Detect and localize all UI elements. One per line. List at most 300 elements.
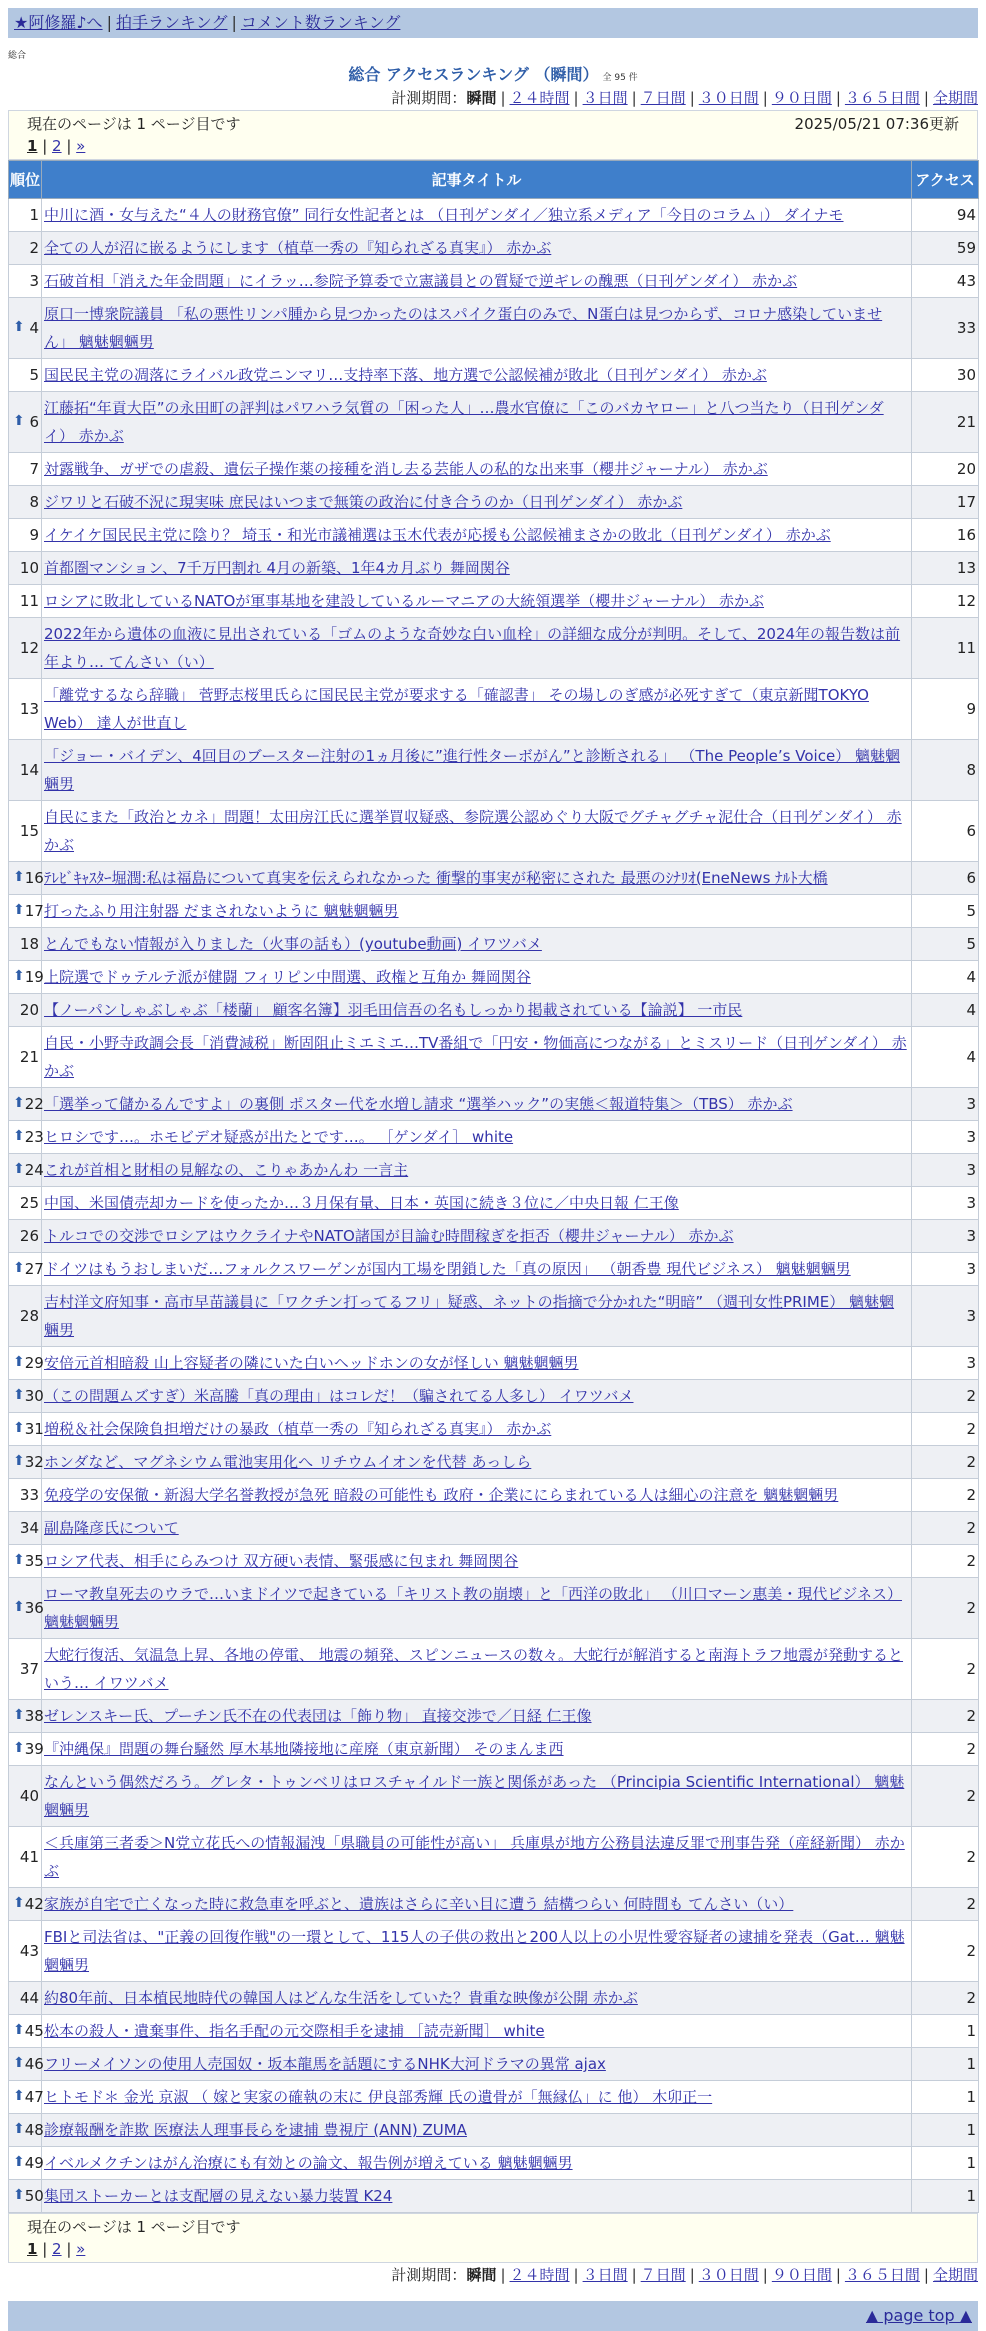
title-cell bbox=[42, 1982, 912, 2015]
access-column-header: アクセス bbox=[912, 161, 979, 199]
rank-cell bbox=[9, 1220, 42, 1253]
period-link-bottom[interactable]: ３６５日間 bbox=[844, 2266, 920, 2284]
period-separator: | bbox=[923, 2266, 929, 2284]
rank-up-arrow-icon: ⬆ bbox=[13, 968, 25, 984]
access-count: 59 bbox=[912, 232, 979, 265]
updated-timestamp: 2025/05/21 07:36更新 bbox=[794, 115, 959, 133]
rank-up-arrow-icon: ⬆ bbox=[13, 2187, 25, 2203]
rank-number: 49 bbox=[24, 2154, 44, 2172]
table-row bbox=[9, 2180, 979, 2213]
rank-number: 42 bbox=[24, 1895, 44, 1913]
article-link[interactable]: なんという偶然だろう。グレタ・トゥンベリはロスチャイルド一族と関係があった （Principia Scientific International） 魑魅魍魎男 bbox=[44, 1773, 905, 1819]
rank-up-arrow-icon: ⬆ bbox=[13, 1895, 25, 1911]
article-link[interactable]: 安倍元首相暗殺 山上容疑者の隣にいた白いヘッドホンの女が怪しい 魑魅魍魎男 bbox=[44, 1354, 579, 1372]
article-link[interactable]: ロシア代表、相手にらみつけ 双方硬い表情、緊張感に包まれ 舞岡関谷 bbox=[44, 1552, 519, 1570]
rank-cell bbox=[9, 1413, 42, 1446]
article-link[interactable]: ヒロシです…。ホモビデオ疑惑が出たとです…。 ［ゲンダイ］ white bbox=[44, 1128, 514, 1146]
article-link[interactable]: 『沖縄保』問題の舞台騒然 厚木基地隣接地に産廃（東京新聞） そのまんま西 bbox=[44, 1740, 564, 1758]
rank-number: 38 bbox=[24, 1707, 44, 1725]
current-page-text: 現在のページは 1 ページ目です bbox=[27, 115, 241, 133]
rank-cell bbox=[9, 1827, 42, 1888]
rank-cell bbox=[9, 298, 42, 359]
article-link[interactable]: 国民民主党の凋落にライバル政党ニンマリ…支持率下落、地方選で公認候補が敗北（日刊ゲンダイ） 赤かぶ bbox=[44, 366, 767, 384]
access-count: 1 bbox=[912, 2114, 979, 2147]
table-row bbox=[9, 298, 979, 359]
title-cell bbox=[42, 1286, 912, 1347]
rank-number: 44 bbox=[19, 1989, 39, 2007]
table-row bbox=[9, 1154, 979, 1187]
period-link-bottom[interactable]: 全期間 bbox=[932, 2266, 978, 2284]
table-row bbox=[9, 1639, 979, 1700]
page-2-link-bottom[interactable]: 2 bbox=[52, 2240, 62, 2258]
rank-number: 4 bbox=[29, 319, 39, 337]
rank-number: 21 bbox=[19, 1048, 39, 1066]
table-row bbox=[9, 199, 979, 232]
article-link[interactable]: 増税＆社会保険負担増だけの暴政（植草一秀の『知られざる真実』） 赤かぶ bbox=[44, 1420, 552, 1438]
rank-cell bbox=[9, 392, 42, 453]
period-label: 計測期間： bbox=[391, 89, 467, 107]
title-cell bbox=[42, 1253, 912, 1286]
title-cell bbox=[42, 1888, 912, 1921]
title-cell bbox=[42, 801, 912, 862]
rank-cell bbox=[9, 1446, 42, 1479]
title-cell bbox=[42, 862, 912, 895]
applause-ranking-link[interactable]: 拍手ランキング bbox=[115, 13, 228, 32]
access-count: 2 bbox=[912, 1512, 979, 1545]
article-link[interactable]: FBIと司法省は、"正義の回復作戦"の一環として、115人の子供の救出と200人以上の小児性愛容疑者の逮捕を発表（Gat… 魑魅魍魎男 bbox=[44, 1928, 905, 1974]
rank-number: 30 bbox=[24, 1387, 44, 1405]
article-link[interactable]: フリーメイソンの使用人売国奴・坂本龍馬を話題にするNHK大河ドラマの異常 ajax bbox=[44, 2055, 606, 2073]
table-row bbox=[9, 679, 979, 740]
page-info-box-bottom bbox=[8, 2213, 978, 2263]
rank-up-arrow-icon: ⬆ bbox=[13, 1552, 25, 1568]
rank-up-arrow-icon: ⬆ bbox=[13, 1161, 25, 1177]
rank-number: 18 bbox=[19, 935, 39, 953]
access-count: 8 bbox=[912, 740, 979, 801]
rank-number: 40 bbox=[19, 1787, 39, 1805]
table-row bbox=[9, 862, 979, 895]
rank-up-arrow-icon: ⬆ bbox=[13, 1453, 25, 1469]
period-label-bottom: 計測期間： bbox=[391, 2266, 467, 2284]
period-separator: | bbox=[835, 89, 841, 107]
access-count: 3 bbox=[912, 1220, 979, 1253]
rank-cell bbox=[9, 585, 42, 618]
title-cell bbox=[42, 2180, 912, 2213]
rank-cell bbox=[9, 1733, 42, 1766]
rank-number: 8 bbox=[29, 493, 39, 511]
period-separator: | bbox=[631, 89, 637, 107]
title-cell bbox=[42, 895, 912, 928]
access-count: 3 bbox=[912, 1347, 979, 1380]
ranking-table bbox=[8, 160, 979, 2213]
period-link[interactable]: ３日間 bbox=[582, 89, 628, 107]
access-count: 43 bbox=[912, 265, 979, 298]
table-row bbox=[9, 1733, 979, 1766]
access-count: 4 bbox=[912, 961, 979, 994]
rank-cell bbox=[9, 1639, 42, 1700]
access-count: 2 bbox=[912, 1766, 979, 1827]
access-count: 1 bbox=[912, 2048, 979, 2081]
access-count: 5 bbox=[912, 928, 979, 961]
rank-up-arrow-icon: ⬆ bbox=[13, 1707, 25, 1723]
article-link[interactable]: 家族が自宅で亡くなった時に救急車を呼ぶと、遺族はさらに辛い目に遭う 結構つらい 何時間も てんさい（い） bbox=[44, 1895, 794, 1913]
table-row bbox=[9, 1578, 979, 1639]
rank-number: 24 bbox=[24, 1161, 44, 1179]
article-link[interactable]: イベルメクチンはがん治療にも有効との論文、報告例が増えている 魑魅魍魎男 bbox=[44, 2154, 573, 2172]
rank-up-arrow-icon: ⬆ bbox=[13, 869, 25, 885]
access-count: 2 bbox=[912, 1578, 979, 1639]
article-link[interactable]: ホンダなど、マグネシウム電池実用化へ リチウムイオンを代替 あっしら bbox=[44, 1453, 532, 1471]
rank-number: 13 bbox=[19, 700, 39, 718]
rank-up-arrow-icon: ⬆ bbox=[13, 2055, 25, 2071]
title-cell bbox=[42, 1121, 912, 1154]
rank-up-arrow-icon: ⬆ bbox=[13, 1387, 25, 1403]
title-cell bbox=[42, 1347, 912, 1380]
table-row bbox=[9, 1027, 979, 1088]
period-link-bottom[interactable]: ３日間 bbox=[582, 2266, 628, 2284]
table-row bbox=[9, 392, 979, 453]
access-count: 2 bbox=[912, 1700, 979, 1733]
rank-cell bbox=[9, 1982, 42, 2015]
title-cell bbox=[42, 552, 912, 585]
period-current-bottom: 瞬間 bbox=[466, 2266, 497, 2284]
access-count: 5 bbox=[912, 895, 979, 928]
rank-cell bbox=[9, 862, 42, 895]
page-info-box bbox=[8, 110, 978, 160]
article-link[interactable]: 上院選でドゥテルテ派が健闘 フィリピン中間選、政権と互角か 舞岡関谷 bbox=[44, 968, 531, 986]
article-link[interactable]: 集団ストーカーとは支配層の見えない暴力装置 K24 bbox=[44, 2187, 393, 2205]
rank-number: 19 bbox=[24, 968, 44, 986]
article-link[interactable]: ゼレンスキー氏、プーチン氏不在の代表団は「飾り物」 直接交渉で／日経 仁王像 bbox=[44, 1707, 592, 1725]
rank-number: 10 bbox=[19, 559, 39, 577]
title-cell bbox=[42, 265, 912, 298]
title-cell bbox=[42, 618, 912, 679]
rank-number: 32 bbox=[24, 1453, 44, 1471]
rank-cell bbox=[9, 1479, 42, 1512]
title-column-header: 記事タイトル bbox=[42, 161, 912, 199]
title-cell bbox=[42, 740, 912, 801]
title-cell bbox=[42, 1220, 912, 1253]
title-cell bbox=[42, 1088, 912, 1121]
title-cell bbox=[42, 1380, 912, 1413]
title-cell bbox=[42, 994, 912, 1027]
title-cell bbox=[42, 1639, 912, 1700]
rank-cell bbox=[9, 679, 42, 740]
rank-cell bbox=[9, 1578, 42, 1639]
article-link[interactable]: ﾃﾚﾋﾞｷｬｽﾀｰ堀潤:私は福島について真実を伝えられなかった 衝撃的事実が秘密にされた 最悪のｼﾅﾘｵ(EneNews ﾅﾙﾄ大橋 bbox=[44, 869, 828, 887]
title-cell bbox=[42, 2048, 912, 2081]
article-link[interactable]: 診療報酬を詐欺 医療法人理事長らを逮捕 豊視庁 (ANN) ZUMA bbox=[44, 2121, 467, 2139]
table-row bbox=[9, 895, 979, 928]
title-cell bbox=[42, 1700, 912, 1733]
rank-number: 22 bbox=[24, 1095, 44, 1113]
rank-number: 37 bbox=[19, 1660, 39, 1678]
next-page-link[interactable]: » bbox=[76, 137, 86, 155]
period-link[interactable]: ３０日間 bbox=[698, 89, 759, 107]
rank-cell bbox=[9, 1700, 42, 1733]
table-row bbox=[9, 2048, 979, 2081]
rank-cell bbox=[9, 1121, 42, 1154]
period-separator: | bbox=[500, 2266, 506, 2284]
rank-number: 11 bbox=[19, 592, 39, 610]
title-cell bbox=[42, 1512, 912, 1545]
rank-cell bbox=[9, 740, 42, 801]
period-separator: | bbox=[689, 89, 695, 107]
title-cell bbox=[42, 359, 912, 392]
table-row bbox=[9, 486, 979, 519]
rank-number: 2 bbox=[29, 239, 39, 257]
rank-number: 41 bbox=[19, 1848, 39, 1866]
period-link[interactable]: ７日間 bbox=[640, 89, 686, 107]
rank-number: 16 bbox=[24, 869, 44, 887]
rank-number: 23 bbox=[24, 1128, 44, 1146]
article-link[interactable]: イケイケ国民民主党に陰り？ 埼玉・和光市議補選は玉木代表が応援も公認候補まさかの敗北（日刊ゲンダイ） 赤かぶ bbox=[44, 526, 831, 544]
access-count: 33 bbox=[912, 298, 979, 359]
period-separator: | bbox=[500, 89, 506, 107]
period-separator: | bbox=[631, 2266, 637, 2284]
table-row bbox=[9, 1380, 979, 1413]
title-cell bbox=[42, 1187, 912, 1220]
article-link[interactable]: ドイツはもうおしまいだ…フォルクスワーゲンが国内工場を閉鎖した「真の原因」 （朝香豊 現代ビジネス） 魑魅魍魎男 bbox=[44, 1260, 851, 1278]
rank-number: 14 bbox=[19, 761, 39, 779]
rank-number: 28 bbox=[19, 1307, 39, 1325]
article-link[interactable]: ローマ教皇死去のウラで…いまドイツで起きている「キリスト教の崩壊」と「西洋の敗北」 （川口マーン惠美・現代ビジネス） 魑魅魍魎男 bbox=[44, 1585, 902, 1631]
period-separator: | bbox=[835, 2266, 841, 2284]
period-link-bottom[interactable]: ７日間 bbox=[640, 2266, 686, 2284]
page-top-link[interactable]: ▲ page top ▲ bbox=[865, 2306, 972, 2325]
rank-number: 26 bbox=[19, 1227, 39, 1245]
rank-cell bbox=[9, 1921, 42, 1982]
rank-cell bbox=[9, 2015, 42, 2048]
rank-number: 50 bbox=[24, 2187, 44, 2205]
article-link[interactable]: 2022年から遺体の血液に見出されている「ゴムのような奇妙な白い血栓」の詳細な成分が判明。そして、2024年の報告数は前年より… てんさい（い） bbox=[44, 625, 901, 671]
current-page-text-bottom: 現在のページは 1 ページ目です bbox=[27, 2218, 241, 2236]
rank-cell bbox=[9, 2081, 42, 2114]
rank-number: 34 bbox=[19, 1519, 39, 1537]
comment-ranking-link[interactable]: コメント数ランキング bbox=[240, 13, 401, 32]
article-link[interactable]: 首都圏マンション、7千万円割れ 4月の新築、1年4カ月ぶり 舞岡関谷 bbox=[44, 559, 510, 577]
bottom-bar bbox=[8, 2301, 978, 2331]
period-separator: | bbox=[573, 89, 579, 107]
article-link[interactable]: 吉村洋文府知事・高市早苗議員に「ワクチン打ってるフリ」疑惑、ネットの指摘で分かれた“明暗” （週刊女性PRIME） 魑魅魍魎男 bbox=[44, 1293, 895, 1339]
access-count: 3 bbox=[912, 1253, 979, 1286]
access-count: 6 bbox=[912, 801, 979, 862]
rank-up-arrow-icon: ⬆ bbox=[13, 1740, 25, 1756]
article-link[interactable]: 自民・小野寺政調会長「消費減税」断固阻止ミエミエ…TV番組で「円安・物価高につながる」とミスリード（日刊ゲンダイ） 赤かぶ bbox=[44, 1034, 907, 1080]
period-link[interactable]: ２４時間 bbox=[509, 89, 570, 107]
rank-up-arrow-icon: ⬆ bbox=[13, 1599, 25, 1615]
rank-up-arrow-icon: ⬆ bbox=[13, 902, 25, 918]
article-link[interactable]: 副島隆彦氏について bbox=[44, 1519, 179, 1537]
rank-up-arrow-icon: ⬆ bbox=[13, 1128, 25, 1144]
access-count: 4 bbox=[912, 1027, 979, 1088]
title-cell bbox=[42, 298, 912, 359]
category-label: 総合 bbox=[8, 51, 27, 61]
rank-cell bbox=[9, 359, 42, 392]
table-row bbox=[9, 1413, 979, 1446]
article-link[interactable]: ロシアに敗北しているNATOが軍事基地を建設しているルーマニアの大統領選挙（櫻井ジャーナル） 赤かぶ bbox=[44, 592, 765, 610]
article-link[interactable]: 原口一博衆院議員 「私の悪性リンパ腫から見つかったのはスパイク蛋白のみで、N蛋白は見つからず、コロナ感染していません」 魑魅魍魎男 bbox=[44, 305, 883, 351]
rank-cell bbox=[9, 1380, 42, 1413]
article-link[interactable]: 大蛇行復活、気温急上昇、各地の停電、 地震の頻発、スピンニュースの数々。大蛇行が解消すると南海トラフ地震が発動するという… イワツバメ bbox=[44, 1646, 904, 1692]
period-selector-bottom bbox=[8, 2263, 978, 2287]
rank-up-arrow-icon: ⬆ bbox=[13, 1420, 25, 1436]
access-count: 21 bbox=[912, 392, 979, 453]
period-link[interactable]: ３６５日間 bbox=[844, 89, 920, 107]
table-row bbox=[9, 232, 979, 265]
table-row bbox=[9, 1479, 979, 1512]
article-link[interactable]: 全ての人が沼に嵌るようにします（植草一秀の『知られざる真実』） 赤かぶ bbox=[44, 239, 552, 257]
rank-cell bbox=[9, 1347, 42, 1380]
title-cell bbox=[42, 232, 912, 265]
title-cell bbox=[42, 2147, 912, 2180]
access-count: 1 bbox=[912, 2015, 979, 2048]
period-link-bottom[interactable]: ３０日間 bbox=[698, 2266, 759, 2284]
rank-cell bbox=[9, 453, 42, 486]
access-count: 2 bbox=[912, 1827, 979, 1888]
period-separator: | bbox=[923, 89, 929, 107]
article-link[interactable]: 「離党するなら辞職」 菅野志桜里氏らに国民民主党が要求する「確認書」 その場しのぎ感が必死すぎて（東京新聞TOKYO Web） 達人が世直し bbox=[44, 686, 869, 732]
access-count: 9 bbox=[912, 679, 979, 740]
rank-cell bbox=[9, 1027, 42, 1088]
article-link[interactable]: 松本の殺人・遺棄事件、指名手配の元交際相手を逮捕 ［読売新聞］ white bbox=[44, 2022, 545, 2040]
access-count: 2 bbox=[912, 1733, 979, 1766]
next-page-link-bottom[interactable]: » bbox=[76, 2240, 86, 2258]
period-separator: | bbox=[689, 2266, 695, 2284]
article-link[interactable]: （この問題ムズすぎ）米高騰「真の理由」はコレだ！（騙されてる人多し） イワツバメ bbox=[44, 1387, 634, 1405]
rank-number: 6 bbox=[29, 413, 39, 431]
access-count: 1 bbox=[912, 2081, 979, 2114]
rank-cell bbox=[9, 1512, 42, 1545]
table-row bbox=[9, 1220, 979, 1253]
table-row bbox=[9, 2114, 979, 2147]
rank-cell bbox=[9, 618, 42, 679]
rank-up-arrow-icon: ⬆ bbox=[13, 319, 25, 335]
rank-number: 47 bbox=[24, 2088, 44, 2106]
table-row bbox=[9, 2081, 979, 2114]
access-count: 2 bbox=[912, 1479, 979, 1512]
access-count: 16 bbox=[912, 519, 979, 552]
rank-number: 20 bbox=[19, 1001, 39, 1019]
rank-up-arrow-icon: ⬆ bbox=[13, 1095, 25, 1111]
period-separator: | bbox=[762, 2266, 768, 2284]
rank-cell bbox=[9, 2180, 42, 2213]
article-link[interactable]: とんでもない情報が入りました（火事の話も）(youtube動画) イワツバメ bbox=[44, 935, 542, 953]
period-link-bottom[interactable]: ２４時間 bbox=[509, 2266, 570, 2284]
article-link[interactable]: 「ジョー・バイデン、4回目のブースター注射の1ヵ月後に”進行性ターボがん”と診断される」 （The People’s Voice） 魑魅魍魎男 bbox=[44, 747, 900, 793]
rank-number: 39 bbox=[24, 1740, 44, 1758]
rank-cell bbox=[9, 961, 42, 994]
rank-cell bbox=[9, 552, 42, 585]
nav-separator: | bbox=[231, 13, 237, 32]
table-row bbox=[9, 1982, 979, 2015]
table-row bbox=[9, 1921, 979, 1982]
article-link[interactable]: ヒトモド＊ 金光 京淑 （ 嫁と実家の確執の末に 伊良部秀輝 氏の遺骨が「無縁仏」に 他） 木卯正一 bbox=[44, 2088, 713, 2106]
home-link[interactable]: ★阿修羅♪へ bbox=[14, 13, 103, 32]
article-link[interactable]: 対露戦争、ガザでの虐殺、遺伝子操作薬の接種を消し去る芸能人の私的な出来事（櫻井ジャーナル） 赤かぶ bbox=[44, 460, 768, 478]
rank-cell bbox=[9, 265, 42, 298]
article-link[interactable]: 約80年前、日本植民地時代の韓国人はどんな生活をしていた？貴重な映像が公開 赤かぶ bbox=[44, 1989, 638, 2007]
table-row bbox=[9, 1088, 979, 1121]
access-count: 2 bbox=[912, 1982, 979, 2015]
period-link[interactable]: 全期間 bbox=[932, 89, 978, 107]
rank-number: 15 bbox=[19, 822, 39, 840]
table-row bbox=[9, 585, 979, 618]
page-title bbox=[8, 64, 978, 86]
period-selector bbox=[8, 86, 978, 110]
rank-cell bbox=[9, 1088, 42, 1121]
article-link[interactable]: 江藤拓“年貢大臣”の永田町の評判はパワハラ気質の「困った人」…農水官僚に「このバカヤロー」と八つ当たり（日刊ゲンダイ） 赤かぶ bbox=[44, 399, 884, 445]
article-link[interactable]: これが首相と財相の見解なの、こりゃあかんわ 一言主 bbox=[44, 1161, 409, 1179]
rank-cell bbox=[9, 1253, 42, 1286]
rank-up-arrow-icon: ⬆ bbox=[13, 1260, 25, 1276]
rank-cell bbox=[9, 928, 42, 961]
current-page-number: 1 bbox=[27, 137, 38, 155]
table-row bbox=[9, 1888, 979, 1921]
article-link[interactable]: ジワリと石破不況に現実味 庶民はいつまで無策の政治に付き合うのか（日刊ゲンダイ） 赤かぶ bbox=[44, 493, 683, 511]
rank-column-header: 順位 bbox=[9, 161, 42, 199]
title-cell bbox=[42, 519, 912, 552]
rank-cell bbox=[9, 232, 42, 265]
title-cell bbox=[42, 392, 912, 453]
access-count: 30 bbox=[912, 359, 979, 392]
table-row bbox=[9, 1766, 979, 1827]
rank-cell bbox=[9, 1766, 42, 1827]
page-2-link[interactable]: 2 bbox=[52, 137, 62, 155]
article-link[interactable]: 石破首相「消えた年金問題」にイラッ…参院予算委で立憲議員との質疑で逆ギレの醜悪（日刊ゲンダイ） 赤かぶ bbox=[44, 272, 798, 290]
rank-number: 33 bbox=[19, 1486, 39, 1504]
article-link[interactable]: 自民にまた「政治とカネ」問題！太田房江氏に選挙買収疑惑、参院選公認めぐり大阪でグチャグチャ泥仕合（日刊ゲンダイ） 赤かぶ bbox=[44, 808, 902, 854]
article-link[interactable]: 【ノーパンしゃぶしゃぶ「楼蘭」 顧客名簿】羽毛田信吾の名もしっかり掲載されている【論説】 一市民 bbox=[44, 1001, 743, 1019]
table-row bbox=[9, 1286, 979, 1347]
title-cell bbox=[42, 2114, 912, 2147]
rank-number: 25 bbox=[19, 1194, 39, 1212]
table-row bbox=[9, 1347, 979, 1380]
article-link[interactable]: 中国、米国債売却カードを使ったか…３月保有量、日本・英国に続き３位に／中央日報 仁王像 bbox=[44, 1194, 679, 1212]
title-cell bbox=[42, 1827, 912, 1888]
title-cell bbox=[42, 928, 912, 961]
rank-number: 29 bbox=[24, 1354, 44, 1372]
title-cell bbox=[42, 199, 912, 232]
article-link[interactable]: 中川に酒・女与えた“４人の財務官僚” 同行女性記者とは （日刊ゲンダイ／独立系メディア「今日のコラム」） ダイナモ bbox=[44, 206, 844, 224]
period-link-bottom[interactable]: ９０日間 bbox=[771, 2266, 832, 2284]
rank-cell bbox=[9, 1545, 42, 1578]
access-count: 2 bbox=[912, 1380, 979, 1413]
rank-number: 3 bbox=[29, 272, 39, 290]
rank-number: 5 bbox=[29, 366, 39, 384]
title-cell bbox=[42, 1733, 912, 1766]
title-cell bbox=[42, 1413, 912, 1446]
access-count: 1 bbox=[912, 2147, 979, 2180]
article-link[interactable]: 免疫学の安保徹・新潟大学名誉教授が急死 暗殺の可能性も 政府・企業ににらまれている人は細心の注意を 魑魅魍魎男 bbox=[44, 1486, 839, 1504]
table-row bbox=[9, 359, 979, 392]
table-row bbox=[9, 1121, 979, 1154]
article-link[interactable]: ＜兵庫第三者委＞N党立花氏への情報漏洩「県職員の可能性が高い」 兵庫県が地方公務員法違反罪で刑事告発（産経新聞） 赤かぶ bbox=[44, 1834, 905, 1880]
article-link[interactable]: トルコでの交渉でロシアはウクライナやNATO諸国が目論む時間稼ぎを拒否（櫻井ジャーナル） 赤かぶ bbox=[44, 1227, 734, 1245]
rank-number: 45 bbox=[24, 2022, 44, 2040]
rank-up-arrow-icon: ⬆ bbox=[13, 2088, 25, 2104]
table-row bbox=[9, 1446, 979, 1479]
table-row bbox=[9, 994, 979, 1027]
access-count: 3 bbox=[912, 1088, 979, 1121]
period-link[interactable]: ９０日間 bbox=[771, 89, 832, 107]
title-cell bbox=[42, 1766, 912, 1827]
article-link[interactable]: 打ったふり用注射器 だまされないように 魑魅魍魎男 bbox=[44, 902, 399, 920]
access-count: 2 bbox=[912, 1888, 979, 1921]
table-row bbox=[9, 618, 979, 679]
table-row bbox=[9, 1700, 979, 1733]
article-link[interactable]: 「選挙って儲かるんですよ」の裏側 ポスター代を水増し請求 “選挙ハック”の実態＜報道特集＞（TBS） 赤かぶ bbox=[44, 1095, 793, 1113]
